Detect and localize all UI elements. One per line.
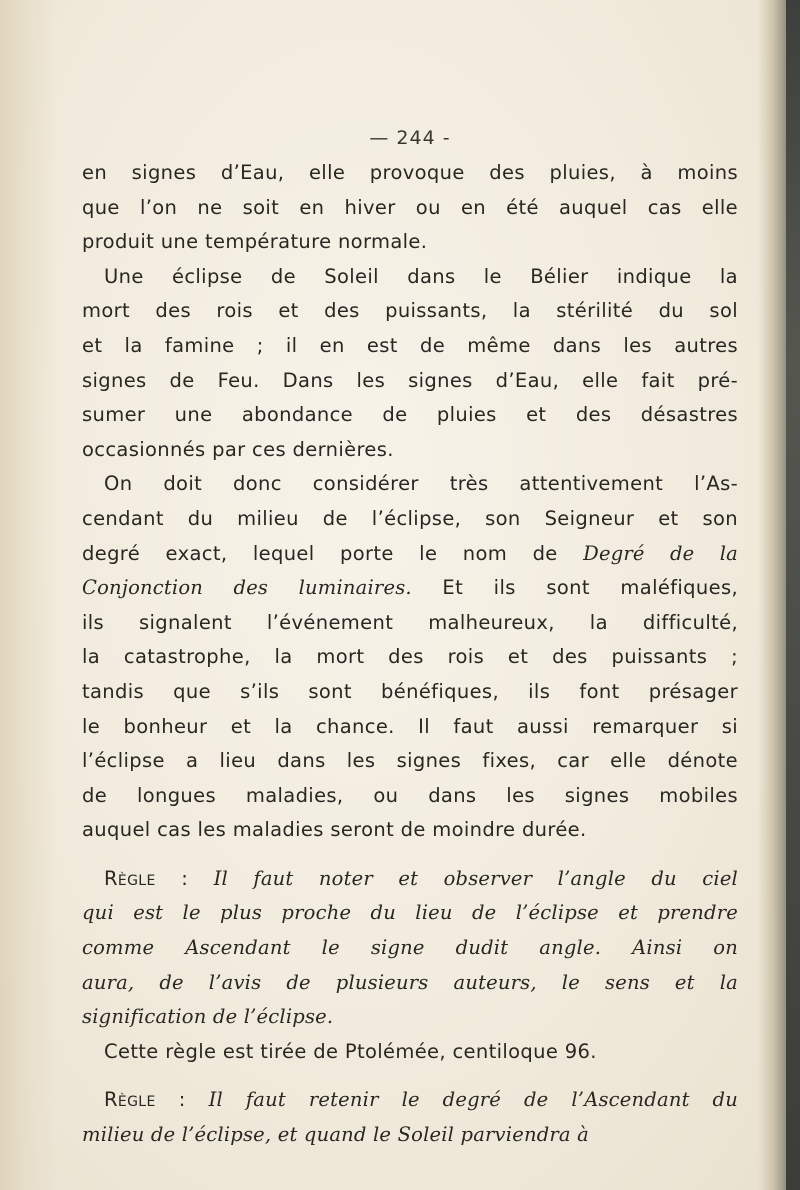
text-line: Cette règle est tirée de Ptolémée, centiloque 96. xyxy=(104,1039,597,1063)
text-line: comme Ascendant le signe dudit angle. Ainsi on xyxy=(82,936,738,960)
rule-label: Règle : xyxy=(104,1088,186,1112)
paragraph-spacer xyxy=(82,1069,738,1083)
rule-line xyxy=(82,1083,738,1118)
text-line: sumer une abondance de pluies et des désastres xyxy=(82,403,738,427)
text-line: l’éclipse a lieu dans les signes fixes, car elle dénote xyxy=(82,749,738,773)
text-line: en signes d’Eau, elle provoque des pluies, à moins xyxy=(82,161,738,184)
text-line: occasionnés par ces dernières. xyxy=(82,437,394,461)
text-line: mort des rois et des puissants, la stérilité du sol xyxy=(82,299,738,323)
book-spine-edge xyxy=(786,0,800,1190)
text-line: tandis que s’ils sont bénéfiques, ils font présager xyxy=(82,679,738,703)
text-line: et la famine ; il en est de même dans les autres xyxy=(82,333,738,357)
text-line: On doit donc considérer très attentivement l’As- xyxy=(104,472,738,496)
text-line: qui est le plus proche du lieu de l’éclipse et prendre xyxy=(82,901,738,925)
text-line xyxy=(82,537,738,572)
text-line: cendant du milieu de l’éclipse, son Seigneur et son xyxy=(82,506,738,530)
italic-text: Il faut noter et observer l’angle du ciel xyxy=(188,866,738,890)
text-line: signes de Feu. Dans les signes d’Eau, elle fait pré- xyxy=(82,368,738,392)
rule-label: Règle : xyxy=(104,866,189,890)
page-number: — 244 - xyxy=(369,127,451,149)
page-text xyxy=(82,120,738,1153)
paragraph-spacer xyxy=(82,848,738,862)
text-line: la catastrophe, la mort des rois et des puissants ; xyxy=(82,645,738,669)
text-line: que l’on ne soit en hiver ou en été auquel cas elle xyxy=(82,195,738,219)
text-line: le bonheur et la chance. Il faut aussi remarquer si xyxy=(82,714,738,738)
text-line: de longues maladies, ou dans les signes mobiles xyxy=(82,783,738,807)
text-line: aura, de l’avis de plusieurs auteurs, le sens et la xyxy=(82,970,738,994)
text-line: produit une température normale. xyxy=(82,230,428,254)
text-line: auquel cas les maladies seront de moindre durée. xyxy=(82,818,587,842)
text-line xyxy=(82,571,738,606)
italic-term: Conjonction des luminaires. xyxy=(82,576,412,600)
text-line: Une éclipse de Soleil dans le Bélier indique la xyxy=(104,264,738,288)
rule-line xyxy=(82,862,738,897)
italic-term: Degré de la xyxy=(583,541,738,565)
italic-text: Il faut retenir le degré de l’Ascendant du xyxy=(185,1088,738,1112)
page-gutter-shadow xyxy=(0,0,58,1190)
text-line: milieu de l’éclipse, et quand le Soleil parviendra à xyxy=(82,1123,589,1147)
text-span: degré exact, lequel porte le nom de xyxy=(82,541,584,565)
text-line: signification de l’éclipse. xyxy=(82,1005,334,1029)
text-span: Et ils sont maléfiques, xyxy=(411,576,739,600)
text-line: ils signalent l’événement malheureux, la difficulté, xyxy=(82,610,738,634)
